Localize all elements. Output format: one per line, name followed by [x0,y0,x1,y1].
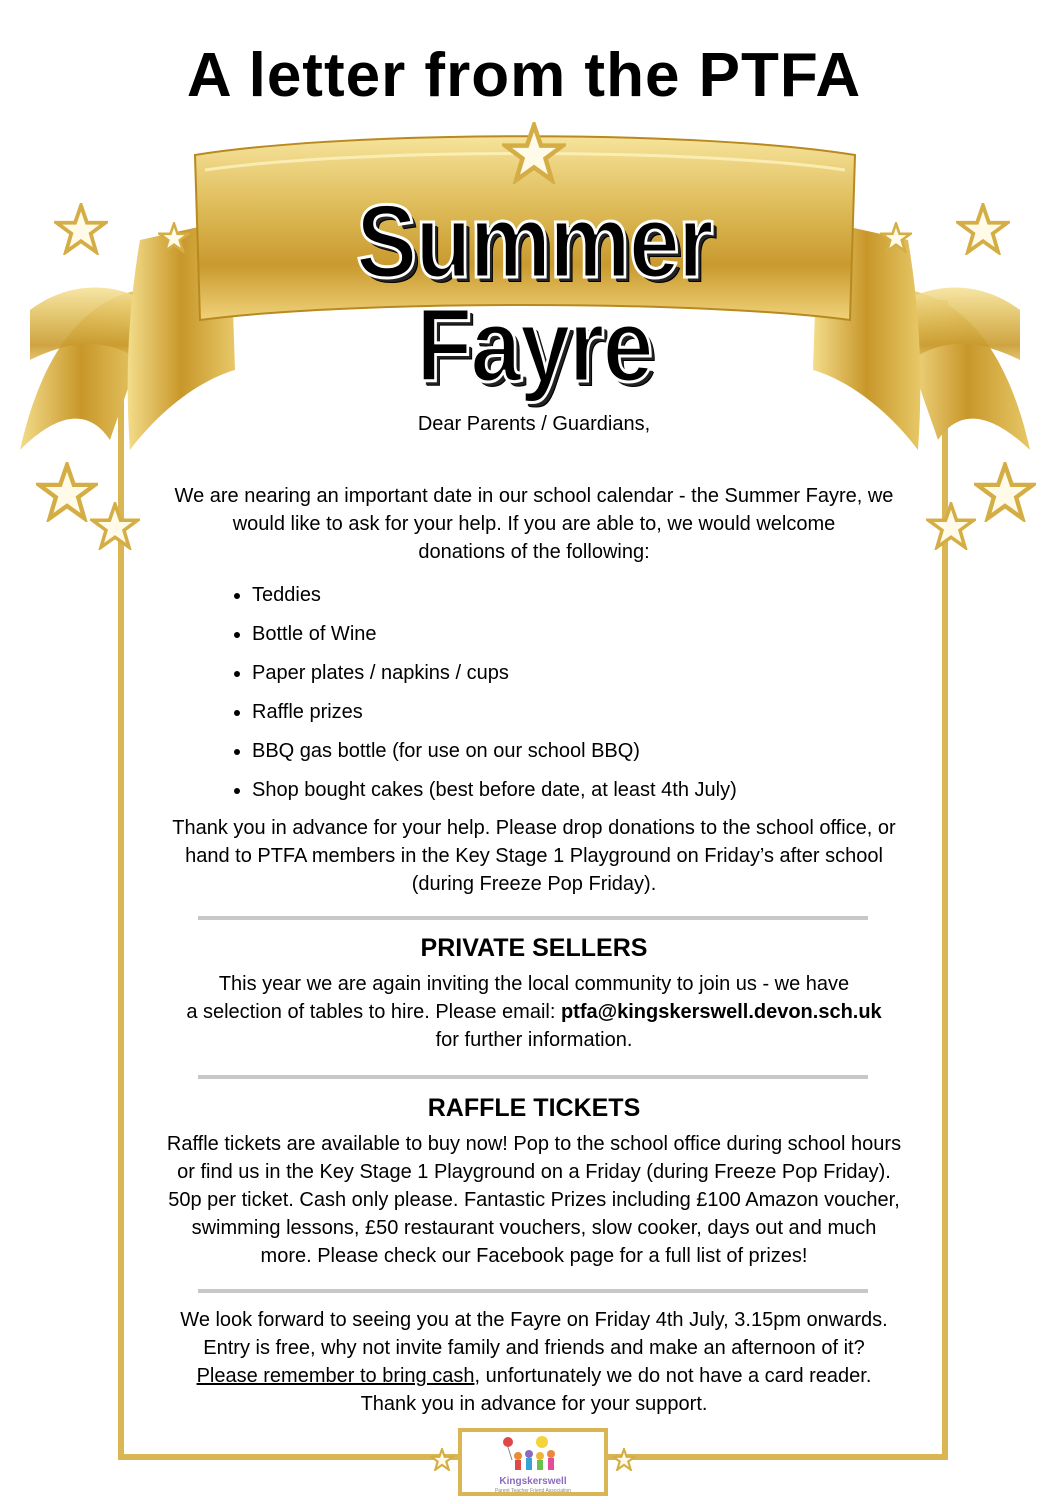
closing-line: We look forward to seeing you at the Fayre on Friday 4th July, 3.15pm onwards. [180,1309,888,1331]
list-item: • Shop bought cakes (best before date, at least 4th July) [252,771,737,810]
email-link[interactable]: ptfa@kingskerswell.devon.sch.uk [560,1001,882,1023]
list-item: • Teddies [252,576,737,615]
star-icon [36,462,98,522]
closing-paragraph [130,1306,938,1418]
intro-line: would like to ask for your help. If you are able to, we would welcome [232,513,836,535]
divider [198,916,868,920]
private-sellers-heading: PRIVATE SELLERS [420,934,648,962]
closing-line-rest: , unfortunately we do not have a card reader. [474,1365,872,1387]
page-title: A letter from the PTFA [186,41,862,110]
thanks-line: Thank you in advance for your help. Please drop donations to the school office, or [172,817,896,839]
divider [198,1075,868,1079]
raffle-line: 50p per ticket. Cash only please. Fantastic Prizes including £100 Amazon voucher, [168,1189,900,1211]
divider [198,1289,868,1293]
sellers-line: This year we are again inviting the local community to join us - we have [218,973,850,995]
ptfa-logo [458,1428,608,1496]
star-icon [158,222,190,253]
list-item: • Raffle prizes [252,693,737,732]
private-sellers-paragraph [130,970,938,1054]
greeting [130,410,938,438]
list-item: • Paper plates / napkins / cups [252,654,737,693]
star-icon [880,222,912,253]
sellers-line-prefix: a selection of tables to hire. Please email: [186,1001,561,1023]
closing-line: Entry is free, why not invite family and friends and make an afternoon of it? [203,1337,865,1359]
star-icon [430,1448,454,1471]
thanks-line: (during Freeze Pop Friday). [411,873,657,895]
raffle-line: or find us in the Key Stage 1 Playground on a Friday (during Freeze Pop Friday). [177,1161,891,1183]
raffle-line: swimming lessons, £50 restaurant vouchers, slow cooker, days out and much [191,1217,877,1239]
thanks-paragraph [130,814,938,898]
closing-cash-line [130,1362,938,1390]
donation-list [222,576,737,810]
star-icon [956,203,1010,255]
raffle-line: more. Please check our Facebook page for a full list of prizes! [260,1245,808,1267]
summer-fayre-heading: Summer Fayre [356,184,712,404]
star-icon [54,203,108,255]
closing-line: Thank you in advance for your support. [360,1393,708,1415]
sellers-email-line [130,998,938,1026]
star-icon [974,462,1036,522]
children-logo-icon [462,1432,604,1476]
star-icon [502,122,566,184]
thanks-line: hand to PTFA members in the Key Stage 1 Playground on Friday’s after school [185,845,883,867]
raffle-tickets-heading: RAFFLE TICKETS [427,1094,641,1122]
intro-line: We are nearing an important date in our school calendar - the Summer Fayre, we [174,485,894,507]
raffle-paragraph [130,1130,938,1270]
raffle-line: Raffle tickets are available to buy now! Pop to the school office during school hours [166,1133,902,1155]
intro-paragraph [130,482,938,566]
greeting-text: Dear Parents / Guardians, [417,413,651,435]
cash-reminder: Please remember to bring cash [196,1365,475,1387]
intro-line: donations of the following: [418,541,650,563]
logo-subtitle: Parent Teacher Friend Association [494,1488,572,1494]
sellers-line: for further information. [435,1029,633,1051]
logo-name: Kingskerswell [499,1476,567,1487]
list-item: • Bottle of Wine [252,615,737,654]
list-item: • BBQ gas bottle (for use on our school BBQ) [252,732,737,771]
star-icon [612,1448,636,1471]
